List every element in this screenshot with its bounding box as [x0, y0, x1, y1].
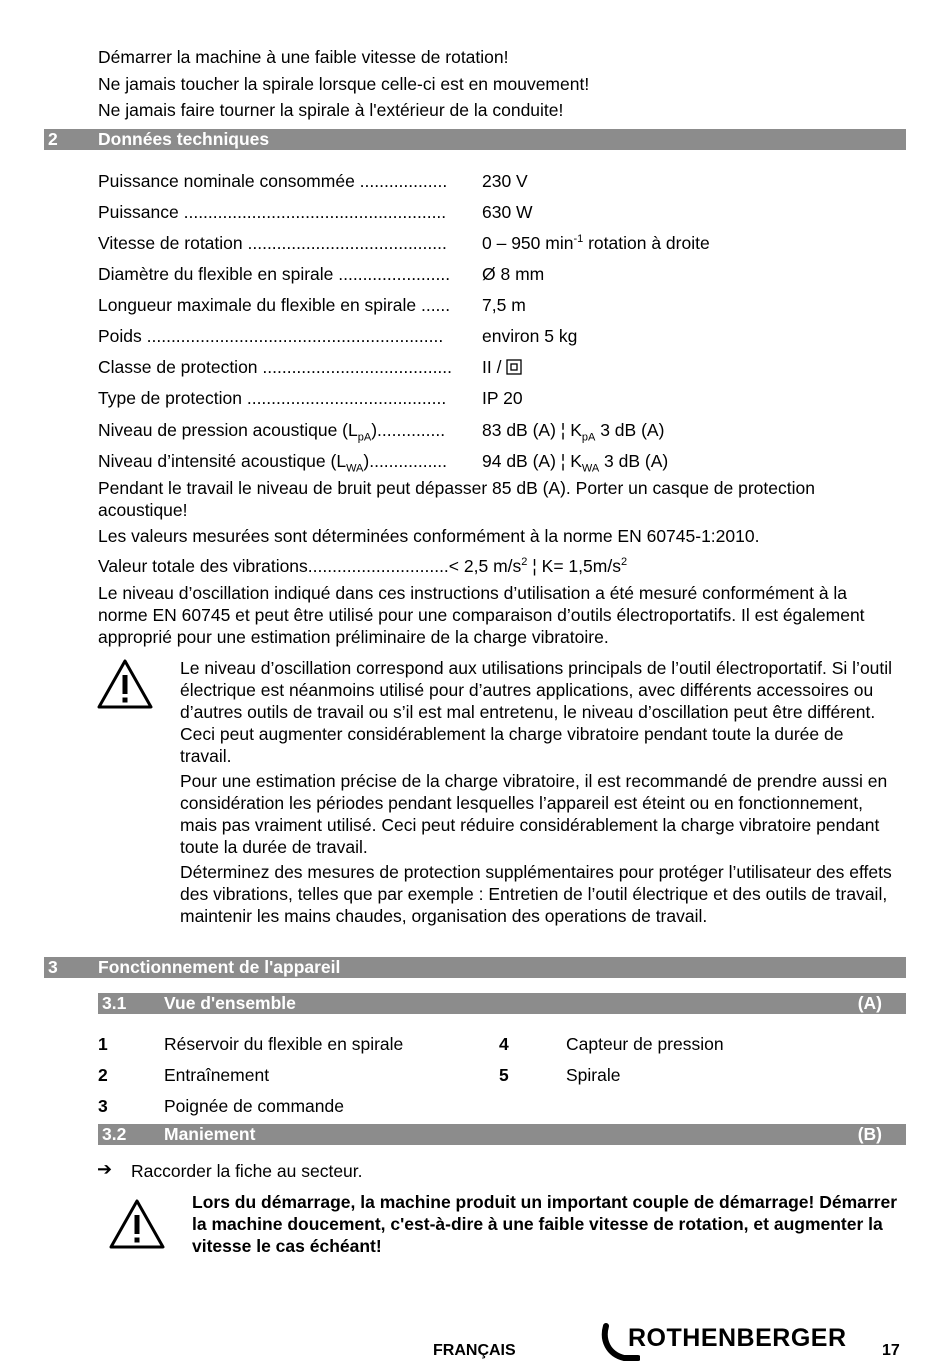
brand-logo — [600, 1322, 850, 1360]
figure-ref: (B) — [857, 1124, 882, 1144]
legend-number: 1 — [98, 1034, 108, 1054]
brand-name: ROTHENBERGER — [628, 1324, 847, 1352]
spec-label: Classe de protection ....................................... — [98, 357, 453, 377]
legend-number: 4 — [499, 1034, 509, 1054]
spec-value: 7,5 m — [482, 295, 526, 315]
double-insulation-icon — [506, 359, 522, 375]
section-title: Maniement — [164, 1124, 256, 1144]
vibration-row: Valeur totale des vibrations.............................< 2,5 $m/s^2$ ¦ $K= 1,5m/s^2$ — [98, 556, 628, 576]
spec-label: Puissance nominale consommée .................. — [98, 171, 448, 191]
page-number: 17 — [882, 1342, 900, 1359]
noise-pressure-label: Niveau de pression acoustique $(L_{pA})$.............. — [98, 420, 446, 444]
noise-note: Pendant le travail le niveau de bruit peut dépasser 85 dB (A). Porter un casque de protection acoustique! — [98, 478, 815, 520]
spec-value: Ø 8 mm — [482, 264, 545, 284]
spec-value: II / — [482, 357, 522, 378]
noise-intensity-value: 94 dB (A) ¦ $K_{WA}$ 3 dB (A) — [482, 451, 669, 475]
legend-label: Entraînement — [164, 1065, 270, 1085]
section-number: 3.1 — [102, 993, 127, 1013]
legend-label: Poignée de commande — [164, 1096, 344, 1116]
vibration-note: Le niveau d’oscillation indiqué dans ces instructions d’utilisation a été mesuré conformément à la norme EN 60745 et peut être utilisé pour une comparaison d’outils électroportatifs. Il est également approprié pour une estimation préliminaire de la charge vibratoire. — [98, 583, 865, 647]
spec-value: IP 20 — [482, 388, 523, 408]
section-title: Fonctionnement de l'appareil — [98, 957, 341, 977]
section-title: Données techniques — [98, 129, 270, 149]
section-header-2 — [44, 129, 906, 150]
norm-note: Les valeurs mesurées sont déterminées conformément à la norme EN 60745-1:2010. — [98, 526, 760, 546]
spec-label: Diamètre du flexible en spirale ....................... — [98, 264, 451, 284]
spec-label: Vitesse de rotation ......................................... — [98, 233, 447, 253]
spec-label: Puissance ...................................................... — [98, 202, 447, 222]
legend-label: Spirale — [566, 1065, 621, 1085]
section-header-3 — [44, 957, 906, 978]
section-number: 3 — [48, 957, 58, 977]
startup-warning: Lors du démarrage, la machine produit un important couple de démarrage! Démarrer la machine doucement, c'est-à-dire à une faible vitesse de rotation, et augmenter la vitesse le cas échéant! — [192, 1192, 898, 1256]
warning-triangle-icon — [96, 658, 154, 710]
legend-label: Capteur de pression — [566, 1034, 724, 1054]
section-number: 3.2 — [102, 1124, 127, 1144]
section-header-3-2 — [98, 1124, 906, 1145]
warning-triangle-icon — [108, 1198, 166, 1250]
section-title: Vue d'ensemble — [164, 993, 296, 1013]
legend-number: 2 — [98, 1065, 108, 1085]
spec-label: Poids ............................................................. — [98, 326, 444, 346]
spec-value: 230 V — [482, 171, 528, 191]
section-header-3-1 — [98, 993, 906, 1014]
footer-language: FRANÇAIS — [433, 1342, 516, 1359]
spec-value: 630 W — [482, 202, 533, 222]
spec-label: Longueur maximale du flexible en spirale ...... — [98, 295, 451, 315]
step-instruction: Raccorder la fiche au secteur. — [131, 1161, 363, 1181]
intro-line: Ne jamais faire tourner la spirale à l'extérieur de la conduite! — [98, 100, 564, 120]
spec-value: 0 – 950 $\min^{-1}$ rotation à droite — [482, 233, 710, 253]
spec-value: environ 5 kg — [482, 326, 578, 346]
legend-number: 3 — [98, 1096, 108, 1116]
noise-pressure-value: 83 dB (A) ¦ $K_{pA}$ 3 dB (A) — [482, 420, 665, 444]
warning-paragraph: Déterminez des mesures de protection supplémentaires pour protéger l’utilisateur des effets des vibrations, telles que par exemple : Entretien de l’outil électrique et des outils de travail, maintenir les mains chaudes, organisation des operations de travail. — [180, 862, 892, 926]
figure-ref: (A) — [857, 993, 882, 1013]
section-number: 2 — [48, 129, 58, 149]
legend-number: 5 — [499, 1065, 509, 1085]
legend-label: Réservoir du flexible en spirale — [164, 1034, 404, 1054]
spec-label: Type de protection ......................................... — [98, 388, 447, 408]
arrow-right-icon: ➔ — [97, 1159, 113, 1179]
intro-line: Démarrer la machine à une faible vitesse de rotation! — [98, 47, 509, 67]
noise-intensity-label: Niveau d’intensité acoustique $(L_{WA})$................ — [98, 451, 448, 475]
intro-line: Ne jamais toucher la spirale lorsque celle-ci est en mouvement! — [98, 74, 590, 94]
warning-paragraph: Le niveau d’oscillation correspond aux utilisations principals de l’outil électroportatif. Si l’outil électrique est néanmoins utilisé pour d’autres applications, avec différents accessoires ou d’autres outils de travail ou s’il est mal entretenu, le niveau d’oscillation peut être différent. Ceci peut augmenter considérablement la charge vibratoire pendant toute la durée de travail. — [180, 658, 893, 766]
warning-paragraph: Pour une estimation précise de la charge vibratoire, il est recommandé de prendre aussi en considération les périodes pendant lesquelles l’appareil est éteint ou en fonctionnement, mais pas vraiment utilisé. Ceci peut réduire considérablement la charge vibratoire pendant toute la durée de travail. — [180, 771, 888, 857]
